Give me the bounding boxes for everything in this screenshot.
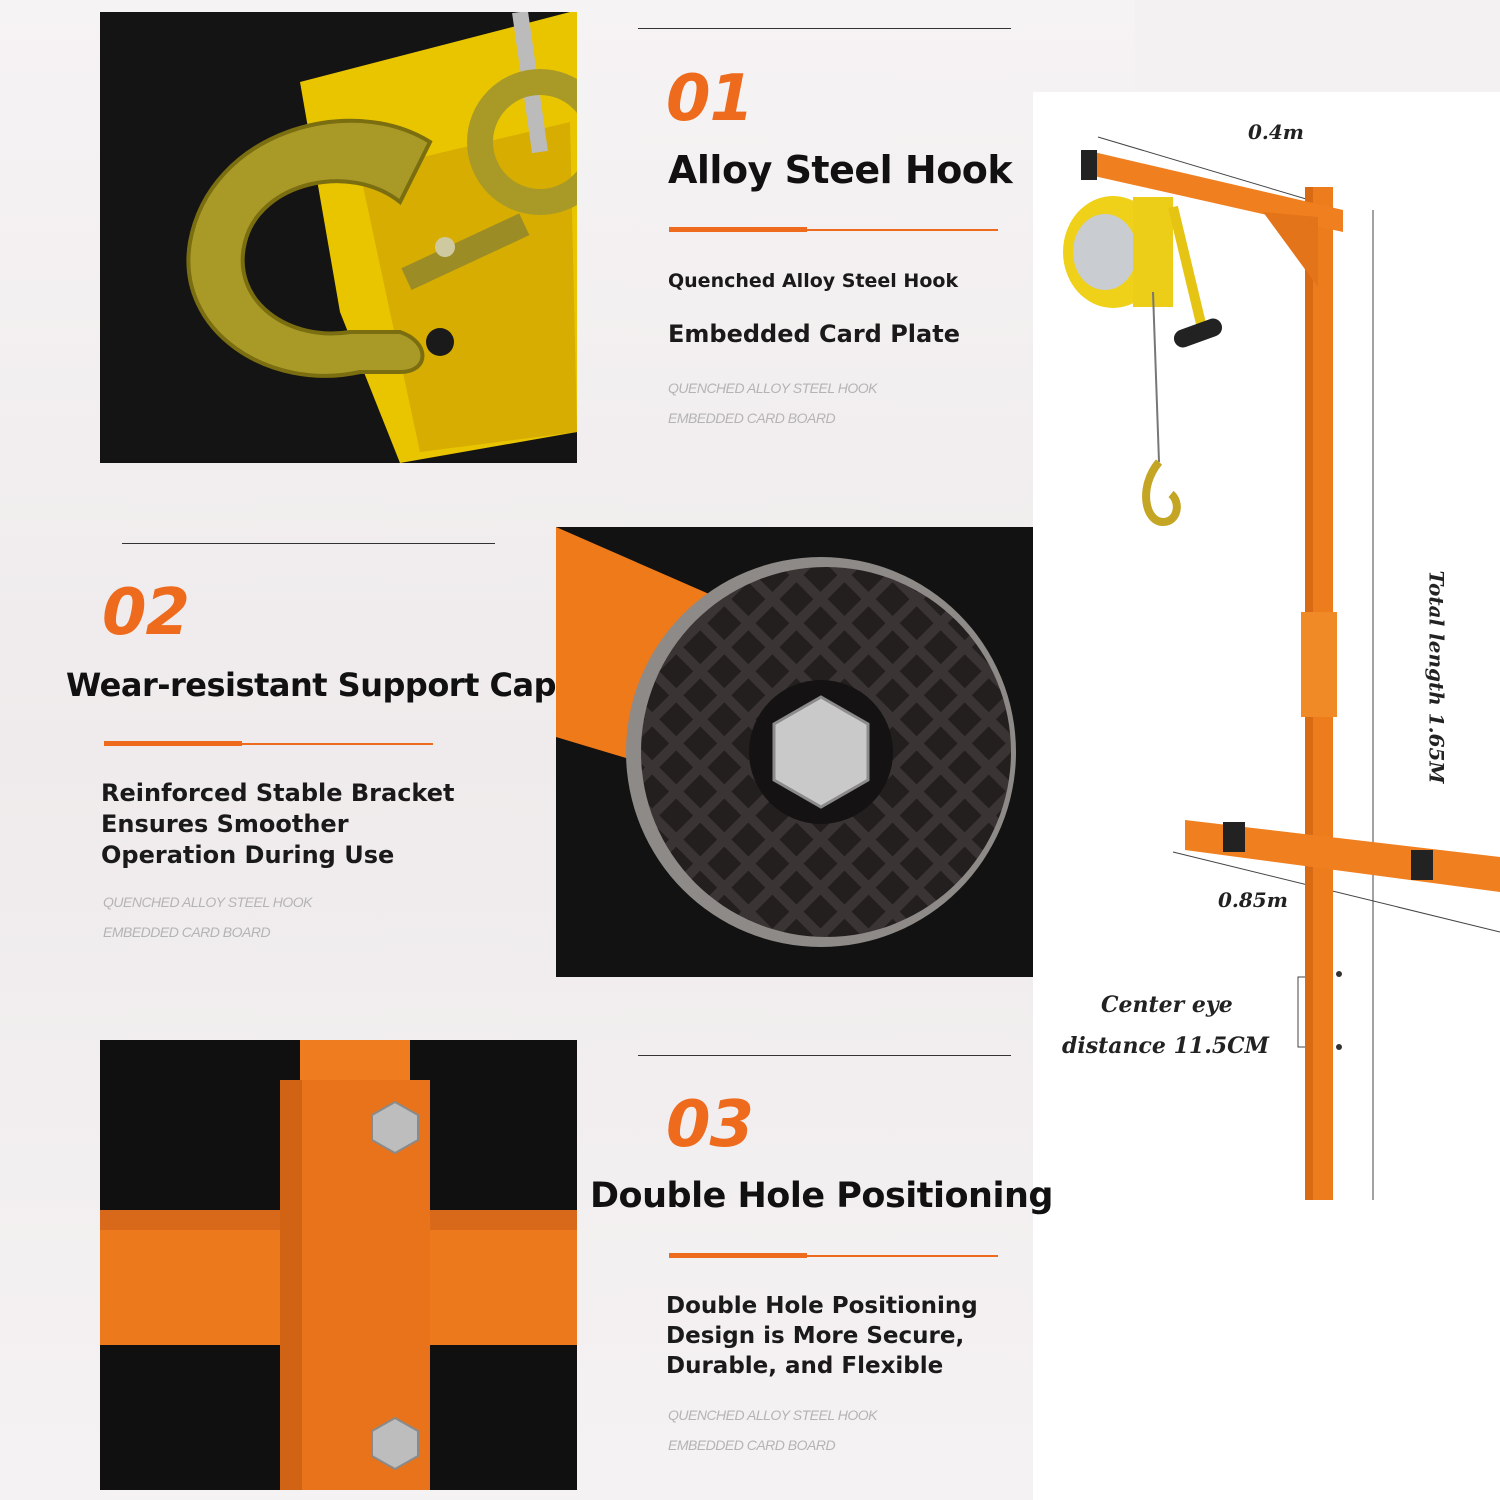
accent-bar-03	[669, 1254, 998, 1257]
feature-line-03c: Durable, and Flexible	[666, 1353, 944, 1379]
accent-bar-02	[104, 742, 433, 745]
rule-top-01	[638, 28, 1011, 29]
rule-top-03	[638, 1055, 1011, 1056]
ghost-text-03a: QUENCHED ALLOY STEEL HOOK	[668, 1407, 877, 1423]
top-width-label: 0.4m	[1248, 120, 1304, 144]
feature-title-01: Alloy Steel Hook	[668, 148, 1013, 192]
double-hole-illustration	[100, 1040, 577, 1490]
feature-number-03: 03	[666, 1088, 754, 1162]
positioning-hole-2	[1336, 1044, 1342, 1050]
feature-number-02: 02	[102, 576, 190, 650]
ghost-text-02a: QUENCHED ALLOY STEEL HOOK	[103, 894, 312, 910]
hook-photo	[100, 12, 577, 463]
hook-illustration	[100, 12, 577, 463]
rule-top-02	[122, 543, 495, 544]
ghost-text-03b: EMBEDDED CARD BOARD	[668, 1437, 836, 1453]
support-cap-illustration	[556, 527, 1033, 977]
double-hole-photo	[100, 1040, 577, 1490]
support-cap-photo	[556, 527, 1033, 977]
center-eye-label-line1: Center eye	[1101, 992, 1233, 1018]
feature-line-01a: Quenched Alloy Steel Hook	[668, 270, 959, 292]
positioning-hole-1	[1336, 971, 1342, 977]
feature-line-01b: Embedded Card Plate	[668, 320, 960, 348]
mast-sleeve	[1301, 612, 1337, 717]
feature-line-02b: Ensures Smoother	[101, 810, 349, 838]
feature-line-03b: Design is More Secure,	[666, 1323, 965, 1349]
ghost-text-01a: QUENCHED ALLOY STEEL HOOK	[668, 380, 877, 396]
total-length-label: Total length 1.65M	[1424, 570, 1449, 784]
ghost-text-01b: EMBEDDED CARD BOARD	[668, 410, 836, 426]
feature-number-01: 01	[666, 62, 754, 136]
center-eye-label-line2: distance 11.5CM	[1062, 1033, 1270, 1059]
crane-diagram	[1033, 92, 1500, 1500]
base-width-label: 0.85m	[1218, 888, 1288, 912]
feature-line-03a: Double Hole Positioning	[666, 1293, 978, 1319]
feature-title-03: Double Hole Positioning	[590, 1176, 1053, 1216]
feature-line-02c: Operation During Use	[101, 841, 395, 869]
feature-title-02: Wear-resistant Support Cap	[66, 666, 556, 704]
eye-distance-bracket	[1298, 977, 1305, 1047]
feature-line-02a: Reinforced Stable Bracket	[101, 779, 455, 807]
ghost-text-02b: EMBEDDED CARD BOARD	[103, 924, 271, 940]
accent-bar-01	[669, 228, 998, 231]
